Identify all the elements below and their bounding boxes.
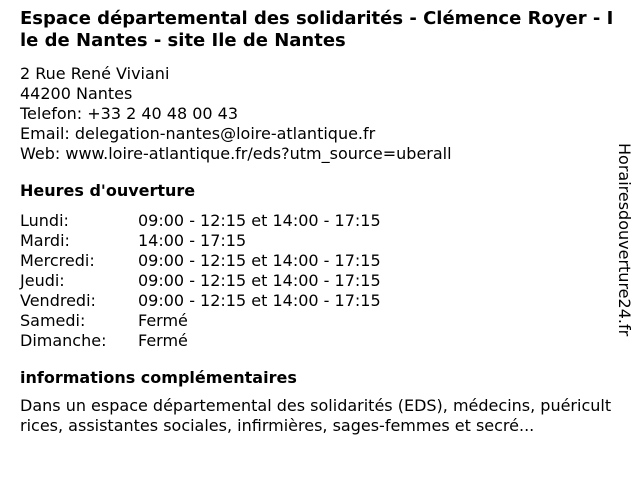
- address-block: [20, 64, 616, 164]
- time-value: 14:00 - 17:15: [138, 231, 247, 250]
- day-label: Jeudi:: [20, 271, 65, 290]
- time-value: Fermé: [138, 311, 188, 330]
- opening-hours-heading: Heures d'ouverture: [20, 181, 196, 200]
- web-line: Web: www.loire-atlantique.fr/eds?utm_source=uberall: [20, 144, 452, 163]
- day-label: Mardi:: [20, 231, 70, 250]
- hours-row-samedi: [20, 311, 616, 331]
- brand-label: Horairesdouverture24.fr: [615, 143, 634, 337]
- city-postcode: 44200 Nantes: [20, 84, 133, 103]
- hours-row-dimanche: [20, 331, 616, 351]
- time-value: Fermé: [138, 331, 188, 350]
- day-label: Dimanche:: [20, 331, 107, 350]
- hours-row-vendredi: [20, 291, 616, 311]
- phone-line: Telefon: +33 2 40 48 00 43: [20, 104, 239, 123]
- email-line: Email: delegation-nantes@loire-atlantique.fr: [20, 124, 376, 143]
- hours-row-mercredi: [20, 251, 616, 271]
- page-title: Espace départemental des solidarités - Clémence Royer - Ile de Nantes - site Ile de Nantes: [20, 8, 614, 51]
- additional-info-heading: informations complémentaires: [20, 368, 297, 387]
- time-value: 09:00 - 12:15 et 14:00 - 17:15: [138, 291, 381, 310]
- additional-info-text: Dans un espace départemental des solidarités (EDS), médecins, puéricultrices, assistantes sociales, infirmières, sages-femmes et secré...: [20, 396, 612, 435]
- hours-row-mardi: [20, 231, 616, 251]
- time-value: 09:00 - 12:15 et 14:00 - 17:15: [138, 271, 381, 290]
- hours-row-jeudi: [20, 271, 616, 291]
- time-value: 09:00 - 12:15 et 14:00 - 17:15: [138, 251, 381, 270]
- site-brand-watermark: [612, 135, 636, 345]
- time-value: 09:00 - 12:15 et 14:00 - 17:15: [138, 211, 381, 230]
- day-label: Lundi:: [20, 211, 69, 230]
- day-label: Samedi:: [20, 311, 86, 330]
- day-label: Mercredi:: [20, 251, 95, 270]
- listing-content: [20, 8, 616, 436]
- street-address: 2 Rue René Viviani: [20, 64, 170, 83]
- hours-row-lundi: [20, 211, 616, 231]
- day-label: Vendredi:: [20, 291, 96, 310]
- opening-hours-list: [20, 211, 616, 351]
